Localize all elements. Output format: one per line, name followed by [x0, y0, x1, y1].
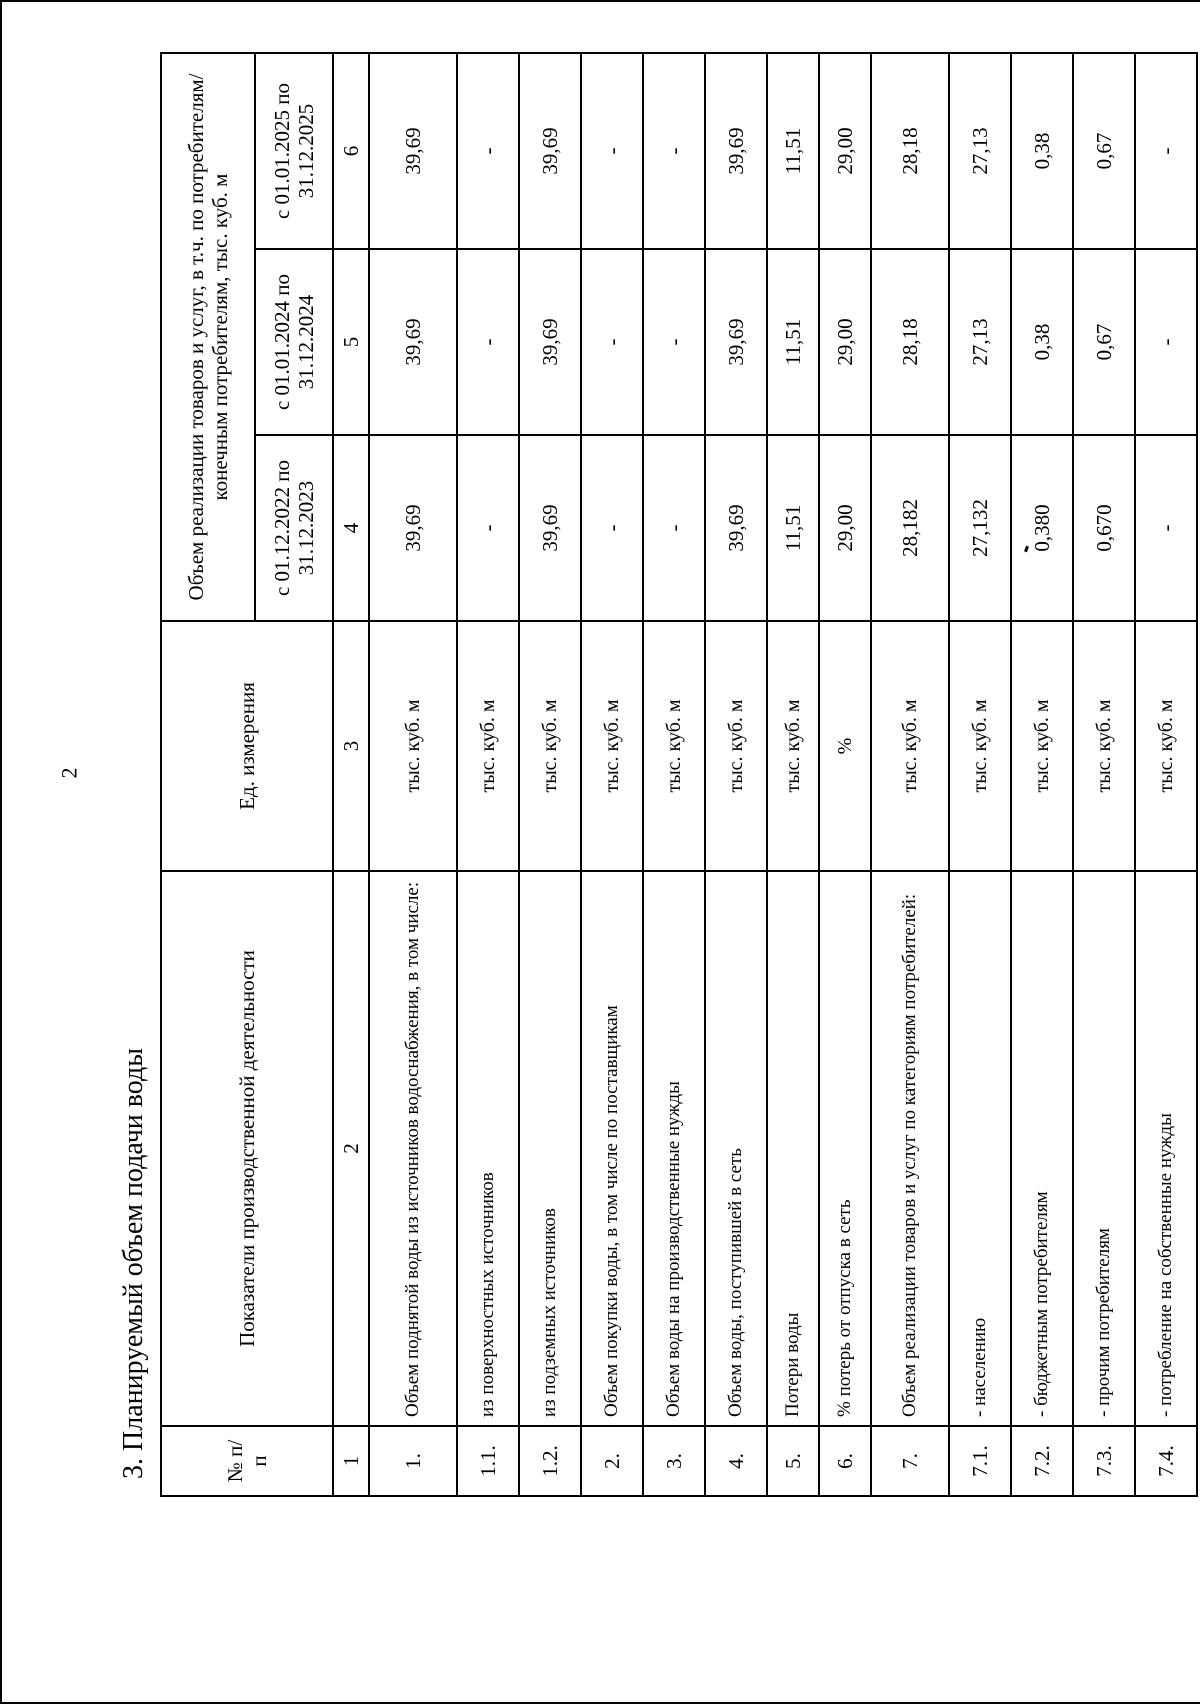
- table-row: [949, 53, 1011, 1496]
- row-value-2024: 11,51: [767, 249, 819, 435]
- row-no: 4.: [705, 1426, 767, 1496]
- row-no: 1.2.: [519, 1426, 581, 1496]
- header-volume-group: Объем реализации товаров и услуг, в т.ч. по потребителям/конечным потребителям, тыс. куб. м: [161, 53, 255, 621]
- row-value-2023: 28,182: [871, 435, 949, 621]
- table-row: [457, 53, 519, 1496]
- row-value-2025: 27,13: [949, 53, 1011, 249]
- row-value-2025: 0,67: [1073, 53, 1135, 249]
- row-value-2024: -: [581, 249, 643, 435]
- water-supply-table: [160, 52, 1198, 1497]
- row-value-2023: 11,51: [767, 435, 819, 621]
- row-value-2023: 0,380: [1011, 435, 1073, 621]
- row-no: 7.2.: [1011, 1426, 1073, 1496]
- row-value-2025: 28,18: [871, 53, 949, 249]
- row-no: 1.: [369, 1426, 457, 1496]
- row-value-2025: 0,38: [1011, 53, 1073, 249]
- row-value-2023: 39,69: [369, 435, 457, 621]
- row-value-2025: 39,69: [705, 53, 767, 249]
- row-indicator: Объем воды, поступившей в сеть: [705, 871, 767, 1426]
- row-value-2024: -: [643, 249, 705, 435]
- row-no: 7.1.: [949, 1426, 1011, 1496]
- row-no: 3.: [643, 1426, 705, 1496]
- row-value-2024: 29,00: [819, 249, 871, 435]
- row-no: 1.1.: [457, 1426, 519, 1496]
- row-unit: тыс. куб. м: [705, 621, 767, 871]
- row-indicator: - прочим потребителям: [1073, 871, 1135, 1426]
- row-value-2024: -: [457, 249, 519, 435]
- row-value-2023: -: [457, 435, 519, 621]
- table-row: [819, 53, 871, 1496]
- row-value-2024: -: [1135, 249, 1197, 435]
- row-indicator: Потери воды: [767, 871, 819, 1426]
- row-value-2025: 39,69: [519, 53, 581, 249]
- row-value-2024: 0,38: [1011, 249, 1073, 435]
- row-value-2024: 39,69: [705, 249, 767, 435]
- table-row: [1011, 53, 1073, 1496]
- row-no: 7.3.: [1073, 1426, 1135, 1496]
- column-number: 2: [333, 871, 369, 1426]
- table-row: [1135, 53, 1197, 1496]
- row-unit: тыс. куб. м: [1135, 621, 1197, 871]
- row-unit: тыс. куб. м: [949, 621, 1011, 871]
- row-unit: тыс. куб. м: [871, 621, 949, 871]
- column-number: 3: [333, 621, 369, 871]
- row-value-2024: 39,69: [369, 249, 457, 435]
- row-no: 6.: [819, 1426, 871, 1496]
- row-value-2023: 29,00: [819, 435, 871, 621]
- row-value-2023: -: [581, 435, 643, 621]
- row-no: 7.: [871, 1426, 949, 1496]
- row-value-2023: 0,670: [1073, 435, 1135, 621]
- table-row: [581, 53, 643, 1496]
- column-number: 6: [333, 53, 369, 249]
- table-row: [519, 53, 581, 1496]
- row-value-2023: 27,132: [949, 435, 1011, 621]
- header-period-3: с 01.01.2025 по 31.12.2025: [255, 53, 333, 249]
- header-unit: Ед. измерения: [161, 621, 333, 871]
- header-no: № п/п: [161, 1426, 333, 1496]
- row-value-2025: -: [581, 53, 643, 249]
- column-number: 4: [333, 435, 369, 621]
- table-row: [643, 53, 705, 1496]
- row-value-2025: -: [457, 53, 519, 249]
- row-value-2025: -: [643, 53, 705, 249]
- column-numbers-row: [333, 53, 369, 1496]
- row-value-2023: 39,69: [705, 435, 767, 621]
- table-row: [369, 53, 457, 1496]
- row-no: 5.: [767, 1426, 819, 1496]
- row-unit: тыс. куб. м: [643, 621, 705, 871]
- row-indicator: - населению: [949, 871, 1011, 1426]
- row-indicator: из подземных источников: [519, 871, 581, 1426]
- row-indicator: Объем покупки воды, в том числе по поставщикам: [581, 871, 643, 1426]
- row-indicator: из поверхностных источников: [457, 871, 519, 1426]
- table-row: [767, 53, 819, 1496]
- table-row: [705, 53, 767, 1496]
- row-unit: тыс. куб. м: [369, 621, 457, 871]
- row-indicator: - потребление на собственные нужды: [1135, 871, 1197, 1426]
- row-indicator: Объем воды на производственные нужды: [643, 871, 705, 1426]
- row-unit: тыс. куб. м: [1073, 621, 1135, 871]
- row-no: 2.: [581, 1426, 643, 1496]
- row-value-2023: 39,69: [519, 435, 581, 621]
- section-title: 3. Планируемый объем подачи воды: [118, 1047, 149, 1479]
- row-value-2025: 29,00: [819, 53, 871, 249]
- row-indicator: - бюджетным потребителям: [1011, 871, 1073, 1426]
- row-value-2024: 27,13: [949, 249, 1011, 435]
- row-value-2024: 39,69: [519, 249, 581, 435]
- page-number: 2: [56, 767, 82, 779]
- header-indicator: Показатели производственной деятельности: [161, 871, 333, 1426]
- row-unit: тыс. куб. м: [1011, 621, 1073, 871]
- table-row: [1073, 53, 1135, 1496]
- column-number: 5: [333, 249, 369, 435]
- header-period-2: с 01.01.2024 по 31.12.2024: [255, 249, 333, 435]
- row-value-2025: 39,69: [369, 53, 457, 249]
- row-unit: тыс. куб. м: [457, 621, 519, 871]
- column-number: 1: [333, 1426, 369, 1496]
- row-indicator: Объем реализации товаров и услуг по категориям потребителей:: [871, 871, 949, 1426]
- row-unit: тыс. куб. м: [581, 621, 643, 871]
- row-indicator: Объем поднятой воды из источников водоснабжения, в том числе:: [369, 871, 457, 1426]
- row-unit: тыс. куб. м: [519, 621, 581, 871]
- row-value-2025: 11,51: [767, 53, 819, 249]
- table-row: [871, 53, 949, 1496]
- row-value-2023: -: [643, 435, 705, 621]
- header-period-1: с 01.12.2022 по 31.12.2023: [255, 435, 333, 621]
- row-unit: тыс. куб. м: [767, 621, 819, 871]
- row-value-2023: -: [1135, 435, 1197, 621]
- row-indicator: % потерь от отпуска в сеть: [819, 871, 871, 1426]
- row-no: 7.4.: [1135, 1426, 1197, 1496]
- row-unit: %: [819, 621, 871, 871]
- row-value-2025: -: [1135, 53, 1197, 249]
- row-value-2024: 28,18: [871, 249, 949, 435]
- row-value-2024: 0,67: [1073, 249, 1135, 435]
